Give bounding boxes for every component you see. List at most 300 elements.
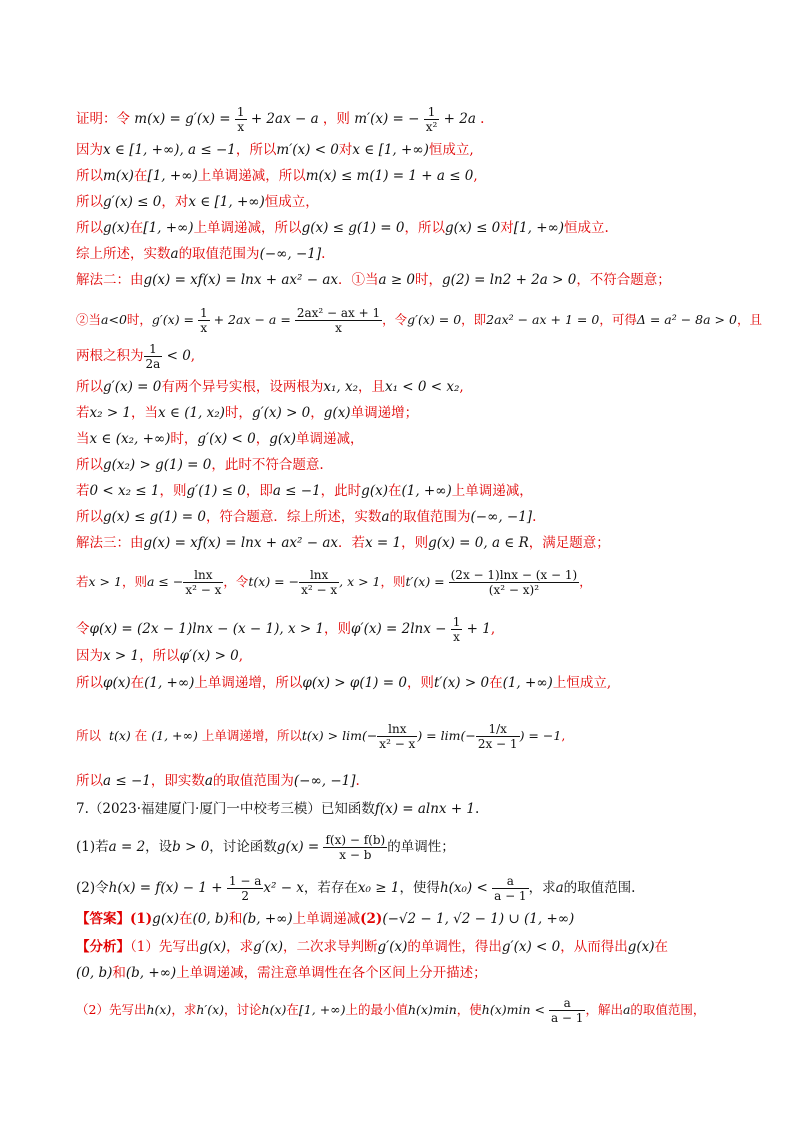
formula: f(x) = alnx + 1	[374, 801, 476, 817]
text: 上单调递减，所以	[193, 220, 302, 236]
fraction	[227, 874, 263, 903]
text: 时，	[415, 272, 443, 288]
formula: g′(x) < 0	[197, 431, 256, 447]
text: ．①当	[337, 272, 379, 288]
formula: (1, +∞)	[151, 728, 198, 743]
method3-line-5	[76, 673, 746, 693]
numerator: 2ax² − ax + 1	[296, 306, 381, 320]
numerator: 1	[200, 306, 208, 320]
text: 因为	[76, 142, 103, 158]
formula: m′(x) = −	[354, 111, 420, 127]
denominator: a − 1	[550, 1011, 584, 1025]
proof-line-4	[76, 192, 746, 212]
numerator: 1	[144, 342, 163, 357]
fraction	[377, 722, 417, 751]
text: 单调递减，	[296, 431, 364, 447]
formula: g(x) = xf(x) = lnx + ax² − ax	[143, 272, 338, 288]
formula: φ′(x) > 0	[179, 648, 239, 664]
formula: (b, +∞)	[125, 965, 177, 981]
method3-line-6	[76, 722, 746, 751]
formula: g(x) ≤ g(1) = 0	[103, 509, 206, 525]
text: 时，	[126, 312, 152, 327]
text: 若	[76, 405, 90, 421]
question-heading: 7.（2023·福建厦门·厦门一中校考三模）已知函数	[76, 801, 375, 817]
analysis-line-2	[76, 963, 746, 983]
numerator: 1 − a	[228, 874, 262, 888]
formula: φ′(x) = 2lnx −	[351, 621, 451, 637]
method3-line-1	[76, 533, 746, 553]
text: ，则	[406, 675, 434, 691]
text: 恒成立,	[428, 142, 474, 158]
formula: t′(x) > 0	[433, 675, 490, 691]
formula: g(x)	[627, 939, 655, 955]
denominator: x	[453, 630, 460, 644]
text: ，不符合题意；	[576, 272, 671, 288]
formula: g(x)	[323, 405, 351, 421]
text: ，所以	[235, 142, 277, 158]
text: 所以	[76, 194, 103, 210]
text: ，讨论函数	[209, 839, 277, 855]
formula: a	[555, 880, 564, 896]
fraction	[476, 722, 520, 751]
formula: ) = −1	[519, 728, 562, 743]
text: ，求	[171, 1002, 197, 1017]
formula: g(x)	[152, 911, 179, 927]
text: ，对	[161, 194, 189, 210]
text: 的取值范围为	[178, 246, 260, 262]
formula: + 1	[462, 621, 491, 637]
text: 和	[112, 965, 126, 981]
formula: [1, +∞)	[143, 220, 194, 236]
text: ，所以	[139, 648, 180, 664]
text: ．若	[337, 535, 365, 551]
formula: t(x) > lim	[301, 728, 362, 743]
text: 在	[654, 939, 668, 955]
text: ，解出	[585, 1002, 623, 1017]
formula: g(x)	[199, 939, 227, 955]
formula: x > 1	[88, 574, 122, 589]
fraction	[183, 568, 223, 597]
text: .	[480, 111, 485, 127]
method2-line-6	[76, 429, 746, 449]
numerator: (2x − 1)lnx − (x − 1)	[450, 568, 578, 582]
formula: g(x) ≤ g(1) = 0	[301, 220, 405, 236]
text: ，且	[357, 379, 385, 395]
method2-line-2	[76, 306, 762, 335]
proof-line-5	[76, 218, 746, 238]
formula: x = 1	[364, 535, 402, 551]
formula: φ(x)	[103, 675, 131, 691]
proof-line-2	[76, 140, 746, 160]
text: (1)	[130, 911, 153, 927]
text: ②当	[76, 312, 102, 327]
text: ，即	[461, 312, 487, 327]
text: （2）先写出	[76, 1002, 147, 1017]
formula: (0, b)	[192, 911, 229, 927]
text: ，设	[145, 839, 173, 855]
text: 和	[228, 911, 243, 927]
text: ，令	[382, 312, 408, 327]
text: 在	[134, 728, 148, 743]
formula: (1, +∞)	[502, 675, 553, 691]
formula: g(x) ≤ 0	[445, 220, 501, 236]
method3-line-2	[76, 568, 746, 597]
text: 时，	[170, 431, 198, 447]
analysis-line-3	[76, 996, 746, 1025]
numerator: lnx	[183, 568, 223, 583]
text: ，则	[324, 621, 352, 637]
answer-tag: 【答案】	[76, 911, 130, 927]
text: 所以	[76, 728, 102, 743]
text: 在	[387, 483, 402, 499]
numerator: 1	[424, 105, 440, 120]
text: 上的最小值	[345, 1002, 408, 1017]
formula: a ≥ 0	[378, 272, 416, 288]
denominator: x	[335, 321, 342, 335]
text: ，即实数	[150, 773, 205, 789]
method3-line-7	[76, 771, 746, 791]
text: 综上所述，实数	[76, 246, 171, 262]
formula: g′(x) = 0	[103, 379, 162, 395]
text: 若	[76, 483, 90, 499]
text: ，当	[131, 405, 159, 421]
formula: a	[381, 509, 390, 525]
text: .	[355, 773, 360, 789]
text: 在	[178, 911, 193, 927]
formula: g(x)	[361, 483, 388, 499]
text: 上单调递减，需注意单调性在各个区间上分开描述；	[176, 965, 487, 981]
text: 的取值范围为	[212, 773, 294, 789]
text: ，二次求导判断	[283, 939, 378, 955]
text: (2)令	[76, 880, 109, 896]
formula: g(x₂) > g(1) = 0	[103, 457, 212, 473]
text: 当	[76, 431, 90, 447]
numerator: a	[492, 874, 528, 889]
formula: x² − x	[263, 880, 304, 896]
fraction	[492, 874, 528, 903]
text: 上恒成立,	[552, 675, 612, 691]
formula: a ≤ −	[146, 574, 184, 589]
formula: (1, +∞)	[401, 483, 452, 499]
text: ，此时	[320, 483, 362, 499]
text: 所以	[76, 457, 103, 473]
text: 恒成立，	[264, 194, 319, 210]
text: 的取值范围为	[389, 509, 471, 525]
fraction	[299, 568, 339, 597]
formula: x ∈ [1, +∞)	[188, 194, 265, 210]
text: (1)若	[76, 839, 109, 855]
text: 有两个异号实根，设两根为	[161, 379, 324, 395]
proof-line-3	[76, 166, 746, 186]
formula: m(x)	[103, 168, 134, 184]
text: 解法三：由	[76, 535, 144, 551]
text: ，令	[223, 574, 249, 589]
method3-line-4	[76, 646, 746, 666]
formula: , x > 1	[339, 574, 381, 589]
formula: [1, +∞)	[298, 1002, 346, 1017]
formula: x ∈ (x₂, +∞)	[89, 431, 171, 447]
text: ，可得	[599, 312, 637, 327]
text: ,	[459, 379, 464, 395]
formula: φ(x) > φ(1) = 0	[302, 675, 407, 691]
formula: a	[622, 1002, 631, 1017]
formula: a	[204, 773, 213, 789]
text: 对	[500, 220, 514, 236]
text: .	[532, 509, 537, 525]
formula: t(x) = −	[248, 574, 300, 589]
formula: x ∈ [1, +∞)	[352, 142, 429, 158]
text: ，满足题意；	[528, 535, 610, 551]
analysis-tag: 【分析】	[76, 939, 130, 955]
formula: g′(x) =	[151, 312, 198, 327]
formula: (−∞, −1]	[470, 509, 533, 525]
text: ，从而得出	[560, 939, 628, 955]
method2-line-8	[76, 481, 746, 501]
text: 上单调递减，	[451, 483, 533, 499]
text: 在	[286, 1002, 299, 1017]
formula: g′(x) > 0	[251, 405, 311, 421]
text: 时，	[224, 405, 252, 421]
text: 的单调性，得出	[407, 939, 502, 955]
fraction	[549, 996, 585, 1025]
text: ,	[238, 648, 244, 664]
text: 令	[76, 621, 90, 637]
question-7-part-1	[76, 833, 746, 862]
formula: g(x) = xf(x) = lnx + ax² − ax	[143, 535, 338, 551]
text: 恒成立.	[564, 220, 609, 236]
formula: x₂ > 1	[89, 405, 132, 421]
denominator: x²	[425, 120, 438, 134]
answer-line	[76, 909, 746, 929]
denominator: a − 1	[494, 889, 527, 903]
formula: m′(x) < 0	[276, 142, 339, 158]
text: 上单调递增，所以	[194, 675, 303, 691]
text: 的单调性；	[387, 839, 455, 855]
text: ,	[561, 728, 566, 743]
formula: x₁ < 0 < x₂	[384, 379, 460, 395]
formula: (−∞, −1]	[259, 246, 322, 262]
formula: h(x₀) <	[439, 880, 493, 896]
text: .	[475, 801, 480, 817]
formula: φ(x) = (2x − 1)lnx − (x − 1), x > 1	[89, 621, 325, 637]
text: 上单调递减	[292, 911, 361, 927]
text: ，	[255, 431, 270, 447]
text: 所以	[76, 168, 103, 184]
text: 所以	[76, 220, 103, 236]
formula: a ≤ −1	[272, 483, 321, 499]
text: ,	[190, 348, 196, 364]
formula: (−	[361, 728, 378, 743]
fraction	[323, 833, 387, 862]
text: ，即	[245, 483, 273, 499]
text: 所以	[76, 509, 103, 525]
text: 解法二：由	[76, 272, 144, 288]
fraction	[424, 105, 440, 134]
text: 两根之积为	[76, 348, 144, 364]
text: 在	[489, 675, 503, 691]
formula: 0 < x₂ ≤ 1	[89, 483, 160, 499]
formula: a	[170, 246, 179, 262]
formula: x ∈ (1, x₂)	[158, 405, 225, 421]
formula: + 2ax − a =	[209, 312, 295, 327]
method2-line-9	[76, 507, 746, 527]
text: ，	[310, 405, 324, 421]
text: ，则	[159, 483, 187, 499]
proof-line-1	[76, 105, 746, 134]
text: ，若存在	[303, 880, 358, 896]
text: ，此时不符合题意.	[211, 457, 324, 473]
formula: [1, +∞)	[147, 168, 198, 184]
numerator: f(x) − f(b)	[325, 833, 386, 847]
formula: h(x)	[261, 1002, 287, 1017]
numerator: 1	[236, 105, 245, 119]
text: ，符合题意．综上所述，实数	[205, 509, 382, 525]
fraction	[235, 105, 247, 134]
text: ，且	[736, 312, 762, 327]
text: .	[321, 246, 326, 262]
formula: g(x) =	[276, 839, 324, 855]
formula: g′(x)	[377, 939, 408, 955]
text: ，则	[380, 574, 406, 589]
method2-line-7	[76, 455, 746, 475]
text: ，使	[456, 1002, 482, 1017]
text: ，讨论	[224, 1002, 262, 1017]
text: 所以	[76, 379, 103, 395]
text: ，则	[322, 111, 350, 127]
numerator: lnx	[299, 568, 339, 583]
formula: h′(x)	[196, 1002, 225, 1017]
text: 证明：令	[76, 111, 130, 127]
text: 在	[129, 220, 144, 236]
denominator: x² − x	[185, 583, 222, 597]
denominator: x	[237, 120, 245, 134]
proof-line-6	[76, 244, 746, 264]
question-7-stem	[76, 799, 746, 819]
text: ，则	[121, 574, 147, 589]
fraction	[295, 306, 382, 335]
text: ，则	[401, 535, 429, 551]
method3-line-3	[76, 615, 746, 644]
formula: x > 1	[103, 648, 140, 664]
formula: < 0	[162, 348, 191, 364]
formula: a<0	[101, 312, 127, 327]
formula: m(x) ≤ m(1) = 1 + a ≤ 0	[305, 168, 474, 184]
formula: g′(x) = 0	[407, 312, 462, 327]
question-7-part-2	[76, 874, 746, 903]
formula: g(x) = 0, a ∈ R	[428, 535, 529, 551]
denominator: x	[200, 321, 208, 335]
text: 单调递增；	[350, 405, 419, 421]
denominator: x − b	[339, 848, 372, 862]
formula: (0, b)	[76, 965, 113, 981]
text: 上单调递减，所以	[197, 168, 306, 184]
formula: x₀ ≥ 1	[357, 880, 400, 896]
denominator: x² − x	[379, 737, 416, 751]
formula: (−∞, −1]	[293, 773, 356, 789]
text: 在	[133, 168, 148, 184]
formula: g′(x) < 0	[501, 939, 561, 955]
text: 的取值范围，	[630, 1002, 706, 1017]
text: 因为	[76, 648, 103, 664]
fraction	[449, 568, 580, 597]
formula: g′(x) ≤ 0	[103, 194, 162, 210]
text: 上单调递增，所以	[201, 728, 302, 743]
formula: t′(x) =	[405, 574, 449, 589]
formula: t(x)	[108, 728, 131, 743]
method2-line-1	[76, 270, 746, 290]
fraction	[451, 615, 463, 644]
fraction	[144, 342, 163, 371]
formula: g′(1) ≤ 0	[186, 483, 246, 499]
formula: (1, +∞)	[144, 675, 195, 691]
formula: g(x)	[103, 220, 130, 236]
formula: Δ = a² − 8a > 0	[636, 312, 737, 327]
formula: (−√2 − 1, √2 − 1) ∪ (1, +∞)	[382, 911, 575, 927]
formula: [1, +∞)	[513, 220, 565, 236]
method2-line-4	[76, 377, 746, 397]
text: 在	[130, 675, 145, 691]
text: （1）先写出	[130, 939, 200, 955]
formula: b > 0	[172, 839, 210, 855]
text: ,	[473, 168, 478, 184]
formula: h(x)min <	[481, 1002, 549, 1017]
text: ，求	[528, 880, 556, 896]
text: ，求	[226, 939, 254, 955]
method2-line-3	[76, 342, 746, 371]
formula: g(x)	[269, 431, 297, 447]
formula: h(x)min	[407, 1002, 457, 1017]
denominator: x² − x	[301, 583, 338, 597]
text: (2)	[360, 911, 383, 927]
formula: (−	[460, 728, 476, 743]
formula: x₁, x₂	[323, 379, 358, 395]
analysis-line-1	[76, 937, 746, 957]
text: 所以	[76, 675, 103, 691]
text: 所以	[76, 773, 103, 789]
formula: 2ax² − ax + 1 = 0	[486, 312, 600, 327]
formula: h(x) = f(x) − 1 +	[108, 880, 227, 896]
formula: g(2) = ln2 + 2a > 0	[442, 272, 577, 288]
formula: + 2a	[443, 111, 476, 127]
text: ,	[490, 621, 496, 637]
numerator: lnx	[377, 722, 417, 737]
denominator: (x² − x)²	[488, 583, 539, 597]
numerator: a	[549, 996, 585, 1011]
text: ，所以	[404, 220, 445, 236]
numerator: 1/x	[476, 722, 520, 737]
method2-line-5	[76, 403, 746, 423]
formula: ) = lim	[417, 728, 461, 743]
formula: a ≤ −1	[103, 773, 151, 789]
formula: m(x) = g′(x) =	[134, 111, 235, 127]
fraction	[198, 306, 210, 335]
text: ，	[579, 574, 592, 589]
text: ，使得	[399, 880, 440, 896]
denominator: 2	[241, 889, 249, 903]
denominator: 2x − 1	[477, 737, 518, 751]
text: 的取值范围.	[563, 880, 636, 896]
text: 对	[338, 142, 353, 158]
formula: (b, +∞)	[242, 911, 293, 927]
formula: g′(x)	[253, 939, 283, 955]
denominator: 2a	[145, 357, 161, 371]
formula: x ∈ [1, +∞), a ≤ −1	[103, 142, 236, 158]
formula: a = 2	[108, 839, 146, 855]
formula: h(x)	[146, 1002, 172, 1017]
numerator: 1	[452, 615, 461, 629]
formula: + 2ax − a	[250, 111, 319, 127]
text: 若	[76, 574, 89, 589]
